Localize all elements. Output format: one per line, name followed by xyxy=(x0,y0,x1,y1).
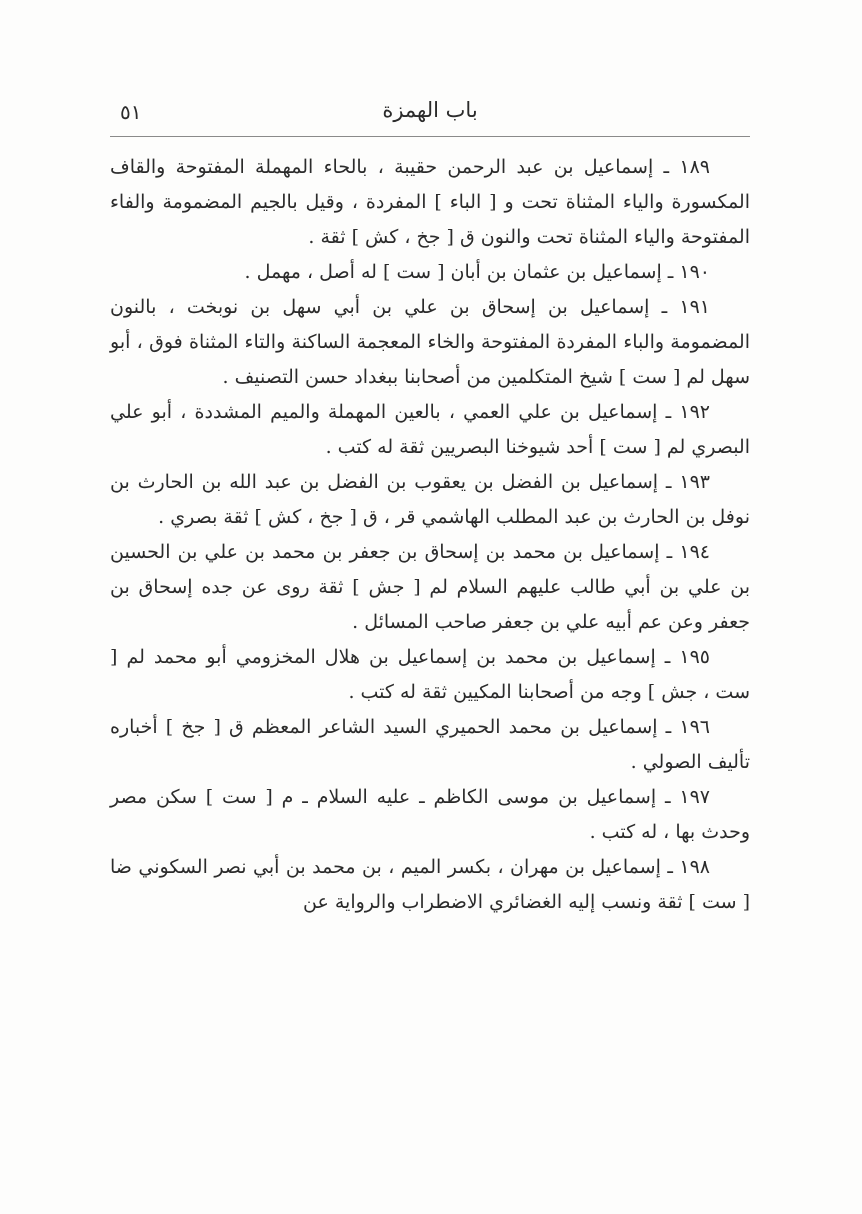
entry-190: ١٩٠ ـ إسماعيل بن عثمان بن أبان [ ست ] له أصل ، مهمل . xyxy=(244,261,710,283)
page-header xyxy=(110,98,750,134)
entry-196: ١٩٦ ـ إسماعيل بن محمد الحميري السيد الشاعر المعظم ق [ جخ ] أخباره تأليف الصولي . xyxy=(110,716,750,773)
entry-194: ١٩٤ ـ إسماعيل بن محمد بن إسحاق بن جعفر بن محمد بن علي بن الحسين بن علي بن أبي طالب عليهم السلام لم [ جش ] ثقة روى عن جده إسحاق بن جعفر وعن عم أبيه علي بن جعفر صاحب المسائل . xyxy=(110,541,750,633)
entry-193: ١٩٣ ـ إسماعيل بن الفضل بن يعقوب بن الفضل بن عبد الله بن الحارث بن نوفل بن الحارث بن عبد المطلب الهاشمي قر ، ق [ جخ ، كش ] ثقة بصري . xyxy=(110,471,750,528)
entry-189: ١٨٩ ـ إسماعيل بن عبد الرحمن حقيبة ، بالحاء المهملة المفتوحة والقاف المكسورة والياء المثناة تحت و [ الباء ] المفردة ، وقيل بالجيم المضمومة والفاء المفتوحة والياء المثناة تحت والنون ق [ جخ ، كش ] ثقة . xyxy=(110,156,750,248)
entry-191: ١٩١ ـ إسماعيل بن إسحاق بن علي بن أبي سهل بن نوبخت ، بالنون المضمومة والباء المفردة المفتوحة والخاء المعجمة الساكنة والتاء المثناة فوق ، أبو سهل لم [ ست ] شيخ المتكلمين من أصحابنا ببغداد حسن التصنيف . xyxy=(110,296,750,388)
entry-195: ١٩٥ ـ إسماعيل بن محمد بن إسماعيل بن هلال المخزومي أبو محمد لم [ ست ، جش ] وجه من أصحابنا المكيين ثقة له كتب . xyxy=(110,646,750,703)
header-rule xyxy=(110,136,750,137)
body-text xyxy=(110,150,750,920)
entry-198: ١٩٨ ـ إسماعيل بن مهران ، بكسر الميم ، بن محمد بن أبي نصر السكوني ضا [ ست ] ثقة ونسب إليه الغضائري الاضطراب والرواية عن xyxy=(110,856,750,913)
entry-197: ١٩٧ ـ إسماعيل بن موسى الكاظم ـ عليه السلام ـ م [ ست ] سكن مصر وحدث بها ، له كتب . xyxy=(110,786,750,843)
chapter-title: باب الهمزة xyxy=(382,98,478,122)
page-number: ٥١ xyxy=(120,100,142,124)
entry-192: ١٩٢ ـ إسماعيل بن علي العمي ، بالعين المهملة والميم المشددة ، أبو علي البصري لم [ ست ] أحد شيوخنا البصريين ثقة له كتب . xyxy=(110,401,750,458)
